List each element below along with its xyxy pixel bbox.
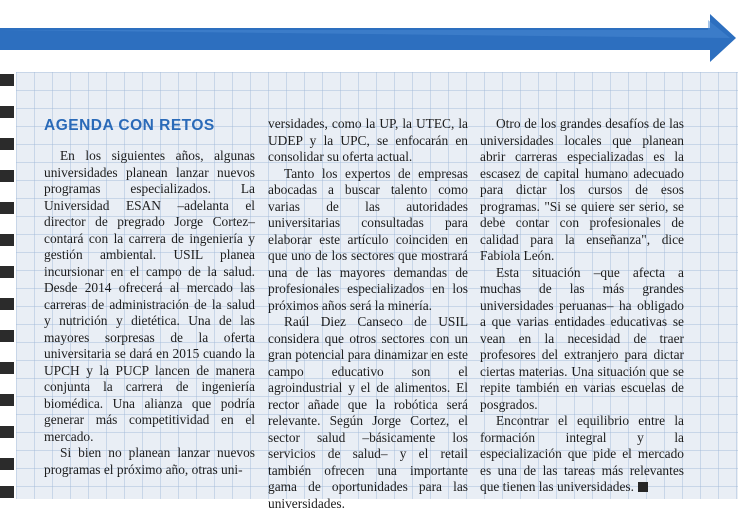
paragraph: En los siguientes años, algunas universidades planean lanzar nuevos programas especializados. La Universidad ESAN –adelanta el director de pregrado Jorge Cortez– contará con la carrera de ingeniería y gestión ambiental. USIL planea incursionar en el campo de la salud. Desde 2014 ofrecerá al mercado las carreras de administración de la salud y nutrición y dietética. Una de las mayores sorpresas de la oferta universitaria se dará en 2015 cuando la UPCH y la PUCP lancen de manera conjunta la carrera de ingeniería biomédica. Una alianza que podría generar más competitividad en el mercado. [44,148,255,444]
column-1 [44,148,255,478]
paragraph: versidades, como la UP, la UTEC, la UDEP y la UPC, se enfocarán en consolidar su oferta actual. [268,116,468,164]
paragraph: Otro de los grandes desafíos de las universidades locales que planean abrir carreras especializadas es la escasez de capital humano adecuado para dictar los cursos de esos programas. "Si se quiere ser serio, se debe contar con profesionales de calidad para la enseñanza", dice Fabiola León. [480,116,684,263]
paragraph [480,413,684,496]
paragraph: Raúl Diez Canseco de USIL considera que otros sectores con un gran potencial para dinamizar en este campo educativo son el agroindustrial y el de alimentos. El rector añade que la robótica será relevante. Según Jorge Cortez, el sector salud –básicamente los servicios de salud– y el retail también ofrecen una importante gama de oportunidades para las universidades. [268,314,468,511]
end-mark-icon [638,482,648,492]
column-3 [480,116,684,496]
paragraph-text: Encontrar el equilibrio entre la formación integral y la especialización que pide el mercado es una de las tareas más relevantes que tienen las universidades. [480,413,684,494]
spiral-binding-icon [0,70,18,499]
paragraph: Si bien no planean lanzar nuevos programas el próximo año, otras uni- [44,445,255,477]
section-heading: AGENDA CON RETOS [44,117,215,134]
paragraph: Esta situación –que afecta a muchas de las más grandes universidades peruanas– ha obligado a que varias entidades educativas se vean en la necesidad de traer profesores del extranjero para dictar ciertas materias. Una situación que se repite también en varias escuelas de posgrados. [480,264,684,412]
paragraph: Tanto los expertos de empresas abocadas a buscar talento como varias de las autoridades universitarias consultadas para elaborar este artículo coinciden en que uno de los sectores que mostrará una de las mayores demandas de profesionales especializados en los próximos años será la minería. [268,165,468,313]
header-arrow-icon [0,0,744,70]
column-2 [268,116,468,512]
